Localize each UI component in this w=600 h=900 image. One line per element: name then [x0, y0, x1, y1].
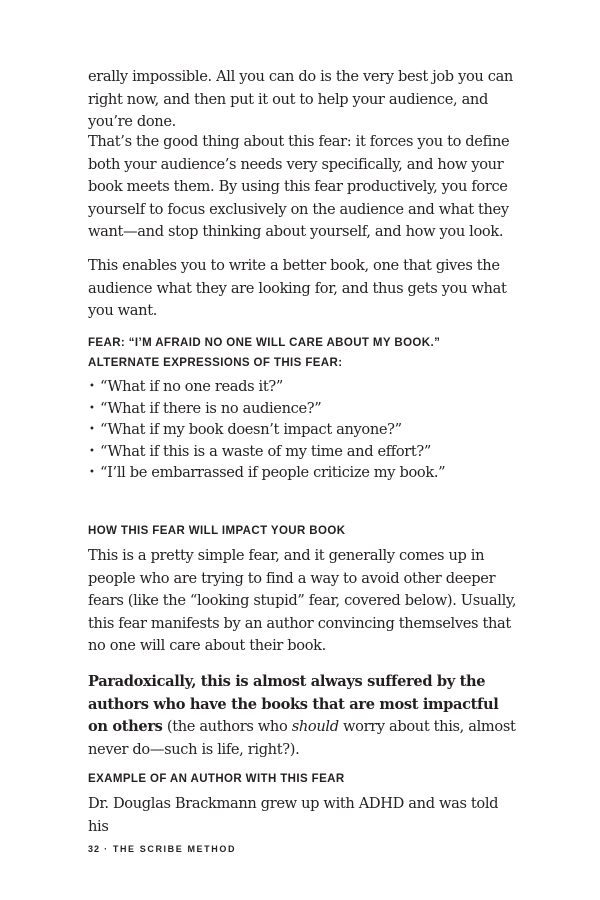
paradox-italic-text: should	[291, 718, 339, 735]
paradox-text-end: worry about this, almost never do—such is life, right?).	[88, 718, 516, 758]
paradox-paragraph	[88, 671, 518, 761]
list-item: • “What if there is no audience?”	[88, 398, 445, 420]
paragraph-good-thing: That’s the good thing about this fear: it forces you to define both your audience’s needs very specifically, and how your book meets them. By using this fear productively, you force yourself to focus exclusively on the audience and what they want—and stop thinking about yourself, and how you look.	[88, 133, 510, 240]
impact-paragraph: This is a pretty simple fear, and it generally comes up in people who are trying to find a way to avoid other deeper fears (like the “looking stupid” fear, covered below). Usually, this fear manifests by an author convincing themselves that no one will care about their book.	[88, 547, 517, 654]
page-footer	[88, 844, 236, 854]
book-title: THE SCRIBE METHOD	[112, 844, 237, 854]
list-item: • “I’ll be embarrassed if people criticize my book.”	[88, 462, 445, 484]
alternate-expressions-list	[88, 376, 445, 484]
paragraph-continued: erally impossible. All you can do is the very best job you can right now, and then put it out to help your audience, and you’re done.	[88, 68, 513, 130]
list-item: • “What if no one reads it?”	[88, 376, 445, 398]
footer-separator: ·	[104, 844, 109, 854]
paragraph-better-book: This enables you to write a better book, one that gives the audience what they are looking for, and thus gets you what you want.	[88, 257, 507, 319]
paradox-bold-text: Paradoxically, this is almost always suffered by the authors who have the books that are most impactful on others	[88, 673, 499, 735]
page-number: 32	[88, 844, 101, 854]
example-paragraph: Dr. Douglas Brackmann grew up with ADHD and was told his	[88, 795, 499, 835]
paradox-text: (the authors who	[162, 718, 292, 735]
impact-heading: HOW THIS FEAR WILL IMPACT YOUR BOOK	[88, 525, 346, 537]
alternate-expressions-heading: ALTERNATE EXPRESSIONS OF THIS FEAR:	[88, 357, 343, 369]
example-heading: EXAMPLE OF AN AUTHOR WITH THIS FEAR	[88, 773, 345, 785]
list-item: • “What if my book doesn’t impact anyone?”	[88, 419, 445, 441]
fear-heading: FEAR: “I’M AFRAID NO ONE WILL CARE ABOUT MY BOOK.”	[88, 337, 441, 349]
list-item: • “What if this is a waste of my time and effort?”	[88, 441, 445, 463]
